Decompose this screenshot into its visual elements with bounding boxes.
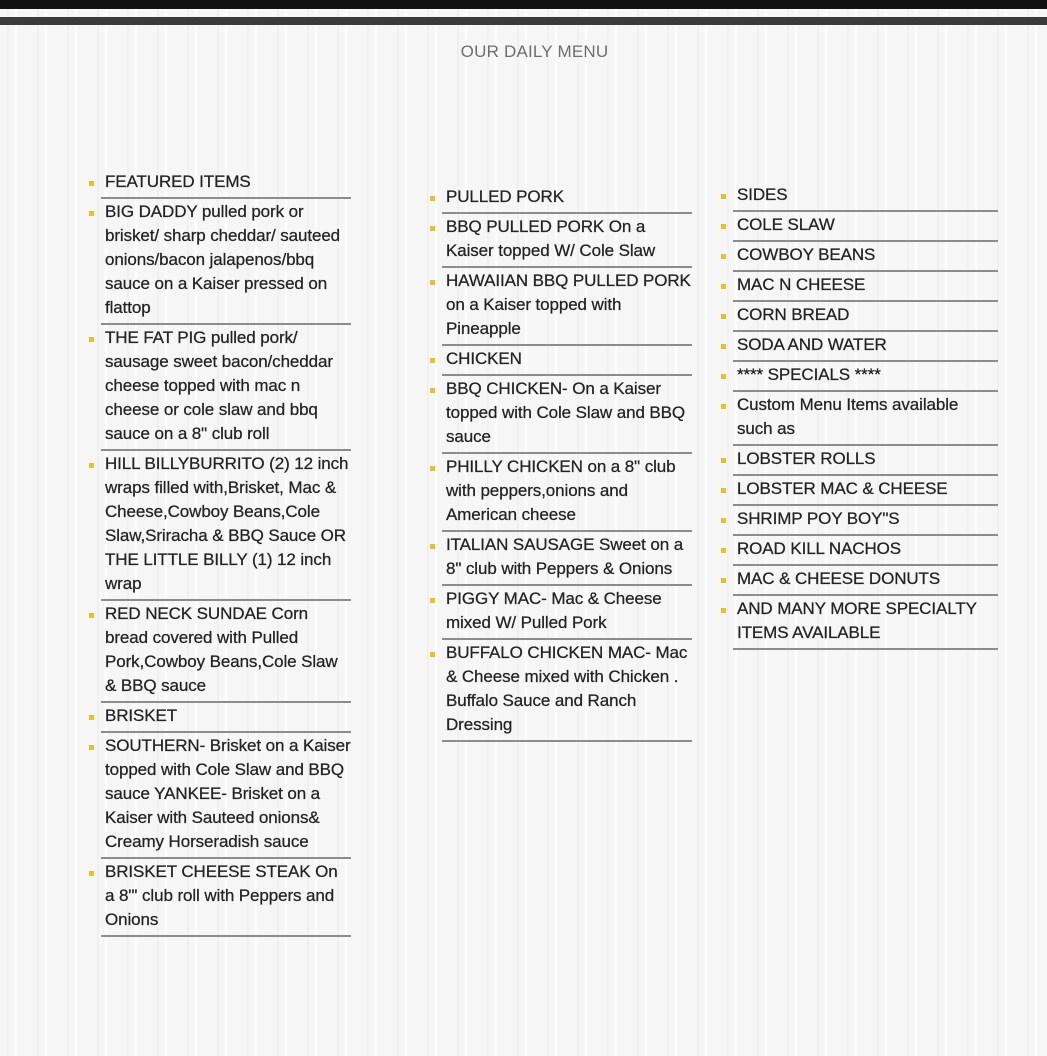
menu-item	[733, 362, 998, 392]
top-banner-bar	[0, 0, 1047, 9]
menu-item-text: BBQ PULLED PORK On a Kaiser topped W/ Cole Slaw	[446, 217, 656, 260]
bullet-icon	[721, 488, 726, 493]
menu-item	[733, 596, 998, 650]
bullet-icon	[89, 211, 94, 216]
menu-item	[442, 586, 692, 640]
menu-item-text: SODA AND WATER	[737, 335, 887, 354]
menu-item	[442, 346, 692, 376]
bullet-icon	[89, 613, 94, 618]
menu-item	[733, 182, 998, 212]
bullet-icon	[721, 194, 726, 199]
menu-item	[733, 242, 998, 272]
menu-item-text: CHICKEN	[446, 349, 522, 368]
menu-item	[442, 532, 692, 586]
bullet-icon	[89, 871, 94, 876]
bullet-icon	[721, 548, 726, 553]
menu-item-text: BBQ CHICKEN- On a Kaiser topped with Cole Slaw and BBQ sauce	[446, 379, 686, 446]
menu-item-text: COWBOY BEANS	[737, 245, 876, 264]
page-title: OUR DAILY MENU	[460, 42, 609, 61]
bullet-icon	[721, 518, 726, 523]
bullet-icon	[721, 314, 726, 319]
menu-item-text: SIDES	[737, 185, 788, 204]
bullet-icon	[430, 196, 435, 201]
bullet-icon	[721, 578, 726, 583]
menu-item	[442, 376, 692, 454]
bullet-icon	[721, 374, 726, 379]
menu-item-text: BRISKET	[105, 706, 178, 725]
menu-item-text: BRISKET CHEESE STEAK On a 8"' club roll with Peppers and Onions	[105, 862, 338, 929]
menu-item-text: **** SPECIALS ****	[737, 365, 881, 384]
menu-item	[733, 506, 998, 536]
menu-item	[101, 451, 351, 601]
menu-item	[101, 859, 351, 937]
bullet-icon	[721, 254, 726, 259]
menu-item	[733, 212, 998, 242]
menu-item-text: PIGGY MAC- Mac & Cheese mixed W/ Pulled Pork	[446, 589, 662, 632]
bullet-icon	[721, 404, 726, 409]
bullet-icon	[721, 344, 726, 349]
menu-item	[101, 733, 351, 859]
bullet-icon	[89, 337, 94, 342]
menu-item-text: SHRIMP POY BOY"S	[737, 509, 900, 528]
menu-item	[733, 476, 998, 506]
bullet-icon	[89, 463, 94, 468]
bullet-icon	[430, 466, 435, 471]
menu-item	[733, 536, 998, 566]
menu-item	[733, 272, 998, 302]
menu-item	[733, 446, 998, 476]
bullet-icon	[430, 280, 435, 285]
bullet-icon	[721, 284, 726, 289]
menu-item	[442, 184, 692, 214]
bullet-icon	[430, 598, 435, 603]
bullet-icon	[721, 608, 726, 613]
bullet-icon	[89, 181, 94, 186]
menu-item-text: BIG DADDY pulled pork or brisket/ sharp cheddar/ sauteed onions/bacon jalapenos/bbq sauce on a Kaiser pressed on flattop	[105, 202, 341, 317]
top-divider-line	[0, 17, 1047, 25]
menu-item	[442, 454, 692, 532]
menu-item	[733, 332, 998, 362]
menu-item-text: ROAD KILL NACHOS	[737, 539, 902, 558]
menu-item	[733, 566, 998, 596]
menu-item	[442, 268, 692, 346]
menu-item-text: SOUTHERN- Brisket on a Kaiser topped with Cole Slaw and BBQ sauce YANKEE- Brisket on a Kaiser with Sauteed onions& Creamy Horseradish sauce	[105, 736, 351, 851]
menu-item-text: THE FAT PIG pulled pork/ sausage sweet bacon/cheddar cheese topped with mac n cheese or cole slaw and bbq sauce on a 8" club roll	[105, 328, 333, 443]
menu-item-text: COLE SLAW	[737, 215, 835, 234]
menu-item	[101, 325, 351, 451]
menu-item-text: Custom Menu Items available such as	[737, 395, 959, 438]
menu-item-text: PHILLY CHICKEN on a 8" club with peppers,onions and American cheese	[446, 457, 676, 524]
bullet-icon	[430, 652, 435, 657]
menu-item-text: MAC N CHEESE	[737, 275, 866, 294]
menu-item	[101, 703, 351, 733]
bullet-icon	[430, 358, 435, 363]
bullet-icon	[89, 745, 94, 750]
menu-item-text: RED NECK SUNDAE Corn bread covered with Pulled Pork,Cowboy Beans,Cole Slaw & BBQ sauce	[105, 604, 338, 695]
bullet-icon	[430, 226, 435, 231]
bullet-icon	[721, 458, 726, 463]
menu-item	[442, 640, 692, 742]
menu-item-text: FEATURED ITEMS	[105, 172, 251, 191]
menu-item-text: HAWAIIAN BBQ PULLED PORK on a Kaiser topped with Pineapple	[446, 271, 691, 338]
menu-item	[442, 214, 692, 268]
menu-item	[733, 302, 998, 332]
menu-column-1	[101, 169, 351, 937]
menu-item-text: CORN BREAD	[737, 305, 850, 324]
menu-item-text: HILL BILLYBURRITO (2) 12 inch wraps filled with,Brisket, Mac & Cheese,Cowboy Beans,Cole Slaw,Sriracha & BBQ Sauce OR THE LITTLE BILLY (1) 12 inch wrap	[105, 454, 349, 593]
menu-item-text: MAC & CHEESE DONUTS	[737, 569, 941, 588]
menu-item-text: BUFFALO CHICKEN MAC- Mac & Cheese mixed with Chicken . Buffalo Sauce and Ranch Dressing	[446, 643, 688, 734]
menu-item-text: AND MANY MORE SPECIALTY ITEMS AVAILABLE	[737, 599, 977, 642]
menu-column-3	[733, 182, 998, 650]
menu-item	[733, 392, 998, 446]
menu-item	[101, 601, 351, 703]
menu-item	[101, 199, 351, 325]
bullet-icon	[430, 544, 435, 549]
bullet-icon	[89, 715, 94, 720]
menu-item-text: LOBSTER MAC & CHEESE	[737, 479, 948, 498]
menu-item	[101, 169, 351, 199]
bullet-icon	[721, 224, 726, 229]
bullet-icon	[430, 388, 435, 393]
menu-item-text: PULLED PORK	[446, 187, 564, 206]
menu-item-text: LOBSTER ROLLS	[737, 449, 876, 468]
menu-column-2	[442, 184, 692, 742]
menu-item-text: ITALIAN SAUSAGE Sweet on a 8" club with Peppers & Onions	[446, 535, 684, 578]
